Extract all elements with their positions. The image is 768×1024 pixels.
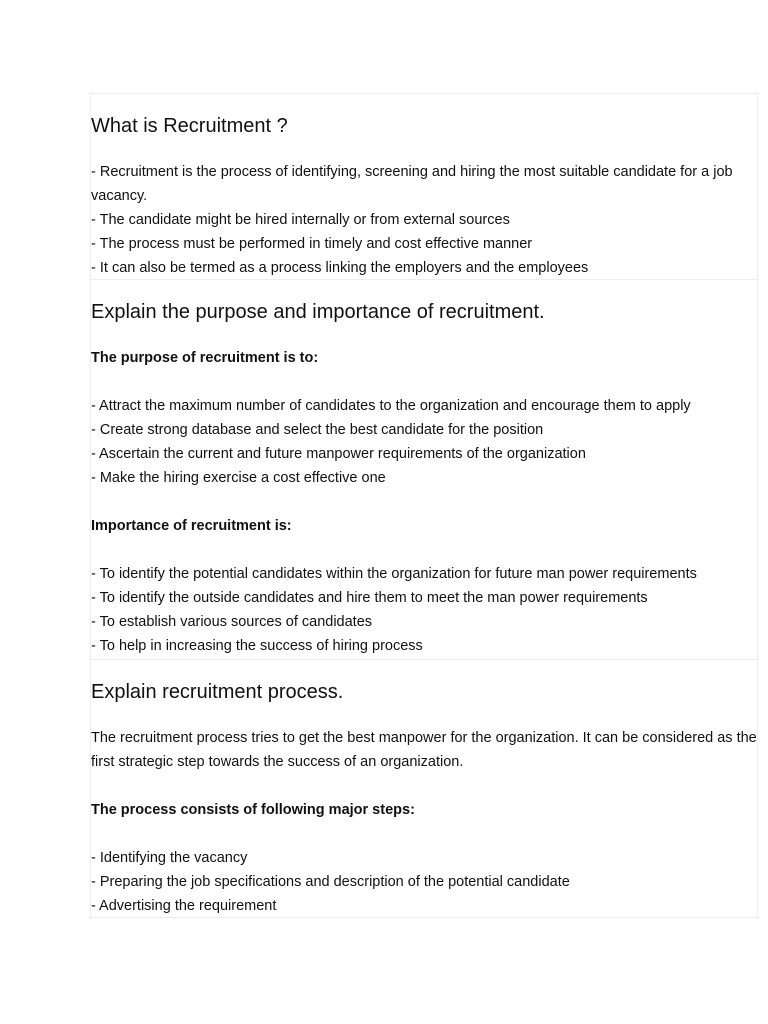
list-item: - The candidate might be hired internally or from external sources [91, 212, 510, 228]
section-title: What is Recruitment ? [91, 115, 288, 137]
importance-list [91, 562, 757, 658]
purpose-list [91, 394, 757, 490]
list-item: - Ascertain the current and future manpower requirements of the organization [91, 446, 586, 462]
section-body [91, 160, 757, 280]
list-item: - The process must be performed in timely and cost effective manner [91, 236, 533, 252]
purpose-heading: The purpose of recruitment is to: [91, 350, 319, 366]
list-item: - Preparing the job specifications and description of the potential candidate [91, 874, 570, 890]
list-item: - To establish various sources of candidates [91, 614, 373, 630]
section-recruitment-process [90, 659, 758, 918]
list-item: - To help in increasing the success of hiring process [91, 638, 423, 654]
section-title: Explain the purpose and importance of recruitment. [91, 301, 545, 323]
section-what-is-recruitment [90, 93, 758, 279]
list-item: - Attract the maximum number of candidates to the organization and encourage them to apply [91, 398, 691, 414]
section-purpose-importance [90, 279, 758, 659]
steps-list [91, 846, 757, 918]
steps-heading: The process consists of following major steps: [91, 802, 415, 818]
list-item: - To identify the potential candidates within the organization for future man power requirements [91, 566, 697, 582]
paragraph: - Recruitment is the process of identifying, screening and hiring the most suitable candidate for a job vacancy. [91, 164, 733, 204]
list-item: - Advertising the requirement [91, 898, 277, 914]
importance-heading: Importance of recruitment is: [91, 518, 292, 534]
list-item: - Identifying the vacancy [91, 850, 248, 866]
list-item: - It can also be termed as a process linking the employers and the employees [91, 260, 589, 276]
paragraph: The recruitment process tries to get the best manpower for the organization. It can be considered as the first strategic step towards the success of an organization. [91, 730, 757, 770]
section-title: Explain recruitment process. [91, 681, 344, 703]
list-item: - Make the hiring exercise a cost effective one [91, 470, 386, 486]
list-item: - To identify the outside candidates and hire them to meet the man power requirements [91, 590, 648, 606]
document-body [90, 93, 758, 918]
list-item: - Create strong database and select the best candidate for the position [91, 422, 544, 438]
